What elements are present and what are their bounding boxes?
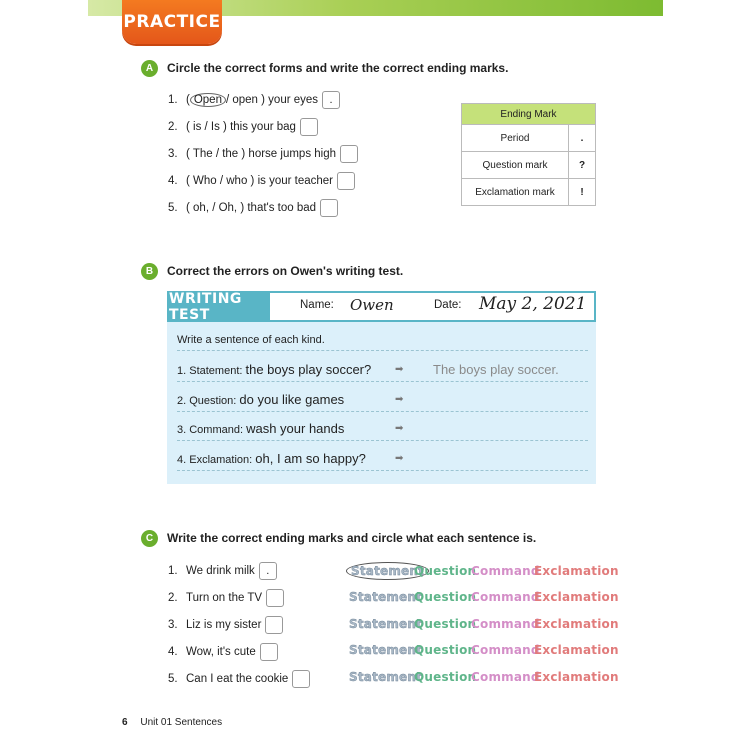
ending-mark-box[interactable] bbox=[340, 145, 358, 163]
page-number: 6 bbox=[122, 717, 128, 728]
ending-mark-table bbox=[461, 103, 596, 206]
mark-label: Exclamation mark bbox=[462, 179, 569, 206]
mark-symbol: ? bbox=[569, 152, 596, 179]
arrow-icon: ➡ bbox=[395, 453, 404, 464]
item-text: ( is / Is ) this your bag bbox=[186, 121, 296, 133]
section-a-badge: A bbox=[141, 60, 158, 77]
writing-test-title: WRITING TEST bbox=[169, 293, 270, 320]
date-value: May 2, 2021 bbox=[479, 294, 587, 314]
date-label: Date: bbox=[434, 299, 462, 311]
section-c-instruction: Write the correct ending marks and circle what each sentence is. bbox=[167, 531, 537, 545]
test-line-1 bbox=[177, 362, 588, 382]
ending-mark-box[interactable] bbox=[260, 643, 278, 661]
mark-symbol: ! bbox=[569, 179, 596, 206]
page-footer bbox=[122, 717, 222, 728]
item-number: 1. bbox=[168, 94, 178, 106]
name-value: Owen bbox=[350, 296, 394, 314]
choice-statement[interactable]: Statement bbox=[349, 670, 423, 684]
ending-mark-box[interactable] bbox=[265, 616, 283, 634]
arrow-icon: ➡ bbox=[395, 394, 404, 405]
circled-word[interactable]: Open bbox=[190, 93, 226, 107]
line-label: 1. Statement: bbox=[177, 365, 243, 377]
ending-mark-box[interactable] bbox=[266, 589, 284, 607]
table-row bbox=[462, 152, 596, 179]
test-line-2 bbox=[177, 392, 588, 412]
item-number: 5. bbox=[168, 202, 178, 214]
item-text: Can I eat the cookie bbox=[186, 673, 289, 685]
choice-exclamation[interactable]: Exclamation bbox=[534, 670, 619, 684]
arrow-icon: ➡ bbox=[395, 364, 404, 375]
student-answer: wash your hands bbox=[246, 421, 345, 436]
test-prompt-line bbox=[177, 334, 588, 351]
mark-label: Question mark bbox=[462, 152, 569, 179]
c-item-4 bbox=[168, 643, 278, 661]
choice-command[interactable]: Command bbox=[471, 670, 540, 684]
choice-command[interactable]: Command bbox=[471, 643, 540, 657]
item-text: Liz is my sister bbox=[186, 619, 262, 631]
name-label: Name: bbox=[300, 299, 334, 311]
choice-statement[interactable]: Statement bbox=[349, 617, 423, 631]
choice-exclamation[interactable]: Exclamation bbox=[534, 617, 619, 631]
item-text: ( oh, / Oh, ) that's too bad bbox=[186, 202, 317, 214]
ending-mark-box[interactable] bbox=[320, 199, 338, 217]
choice-exclamation[interactable]: Exclamation bbox=[534, 564, 619, 578]
table-header: Ending Mark bbox=[462, 104, 596, 125]
item-text: Turn on the TV bbox=[186, 592, 263, 604]
corrected-sentence[interactable]: The boys play soccer. bbox=[433, 362, 559, 377]
ending-mark-box[interactable] bbox=[292, 670, 310, 688]
item-number: 4. bbox=[168, 175, 178, 187]
a-item-4 bbox=[168, 172, 355, 190]
section-a-instruction: Circle the correct forms and write the correct ending marks. bbox=[167, 61, 509, 75]
test-prompt: Write a sentence of each kind. bbox=[177, 334, 325, 346]
a-item-5 bbox=[168, 199, 338, 217]
item-text: Wow, it's cute bbox=[186, 646, 256, 658]
unit-label: Unit 01 Sentences bbox=[140, 717, 223, 728]
ending-mark-box[interactable] bbox=[337, 172, 355, 190]
item-text: We drink milk bbox=[186, 565, 255, 577]
student-answer: the boys play soccer? bbox=[245, 362, 372, 377]
choice-question[interactable]: Question bbox=[414, 643, 477, 657]
a-item-3 bbox=[168, 145, 358, 163]
line-label: 3. Command: bbox=[177, 424, 244, 436]
item-text: ( The / the ) horse jumps high bbox=[186, 148, 336, 160]
c-item-2 bbox=[168, 589, 284, 607]
choice-exclamation[interactable]: Exclamation bbox=[534, 590, 619, 604]
item-number: 2. bbox=[168, 121, 178, 133]
table-row bbox=[462, 179, 596, 206]
line-label: 4. Exclamation: bbox=[177, 454, 253, 466]
item-number: 2. bbox=[168, 592, 178, 604]
student-answer: do you like games bbox=[239, 392, 345, 407]
open-paren: ( bbox=[186, 94, 190, 106]
c-item-3 bbox=[168, 616, 283, 634]
a-item-1 bbox=[168, 91, 340, 109]
choice-command[interactable]: Command bbox=[471, 590, 540, 604]
section-c-badge: C bbox=[141, 530, 158, 547]
section-b-instruction: Correct the errors on Owen's writing test. bbox=[167, 264, 404, 278]
ending-mark-box[interactable] bbox=[300, 118, 318, 136]
student-answer: oh, I am so happy? bbox=[255, 451, 366, 466]
item-number: 1. bbox=[168, 565, 178, 577]
item-text: / open ) your eyes bbox=[225, 94, 319, 106]
a-item-2 bbox=[168, 118, 318, 136]
c-item-5 bbox=[168, 670, 310, 688]
item-number: 3. bbox=[168, 619, 178, 631]
item-number: 4. bbox=[168, 646, 178, 658]
section-b-badge: B bbox=[141, 263, 158, 280]
test-line-4 bbox=[177, 451, 588, 471]
choice-question[interactable]: Question bbox=[414, 617, 477, 631]
arrow-icon: ➡ bbox=[395, 423, 404, 434]
ending-mark-box[interactable]: . bbox=[322, 91, 340, 109]
circled-choice[interactable]: Statement bbox=[346, 562, 429, 580]
table-row bbox=[462, 125, 596, 152]
item-number: 5. bbox=[168, 673, 178, 685]
choice-question[interactable]: Question bbox=[414, 670, 477, 684]
choice-exclamation[interactable]: Exclamation bbox=[534, 643, 619, 657]
choice-question[interactable]: Question bbox=[414, 564, 477, 578]
mark-symbol: . bbox=[569, 125, 596, 152]
test-line-3 bbox=[177, 421, 588, 441]
item-number: 3. bbox=[168, 148, 178, 160]
choice-statement[interactable]: Statement bbox=[349, 590, 423, 604]
c-item-1 bbox=[168, 562, 277, 580]
line-label: 2. Question: bbox=[177, 395, 237, 407]
choice-question[interactable]: Question bbox=[414, 590, 477, 604]
writing-test-header bbox=[167, 291, 596, 322]
choice-statement[interactable]: Statement bbox=[349, 643, 423, 657]
practice-tab: PRACTICE bbox=[122, 0, 222, 44]
mark-label: Period bbox=[462, 125, 569, 152]
choice-command[interactable]: Command bbox=[471, 617, 540, 631]
ending-mark-box[interactable]: . bbox=[259, 562, 277, 580]
item-text: ( Who / who ) is your teacher bbox=[186, 175, 333, 187]
choice-command[interactable]: Command bbox=[471, 564, 540, 578]
